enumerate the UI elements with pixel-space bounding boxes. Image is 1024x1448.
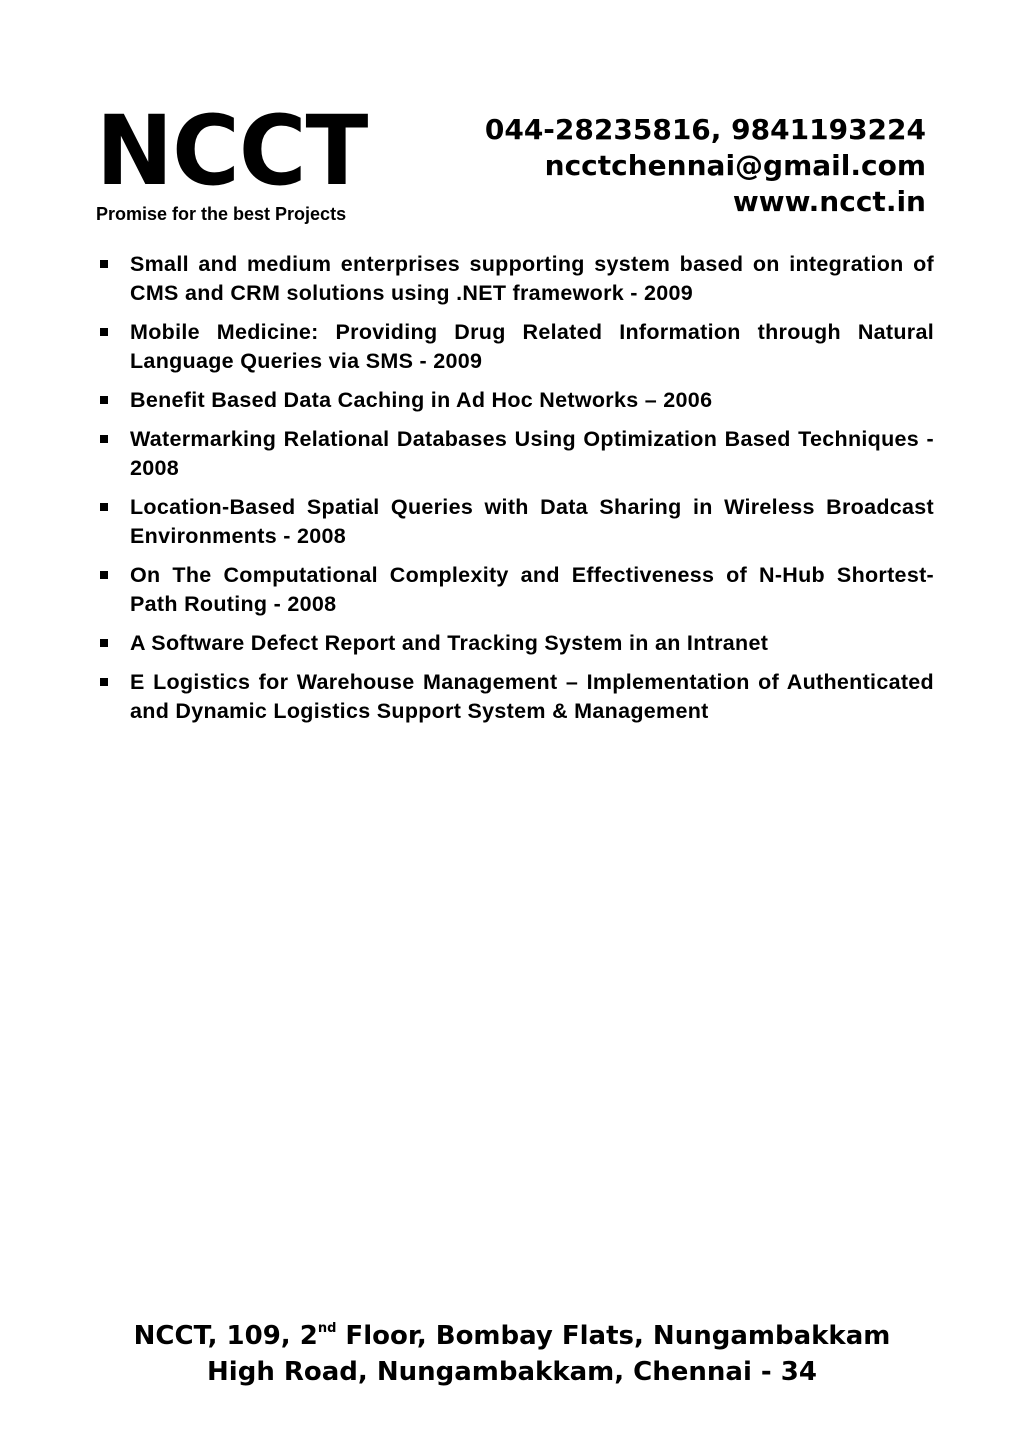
address-line-1-suffix: Floor, Bombay Flats, Nungambakkam xyxy=(336,1321,891,1351)
project-item xyxy=(96,629,934,658)
project-list xyxy=(96,250,934,736)
contact-block xyxy=(485,112,926,220)
address-line-1 xyxy=(0,1318,1024,1354)
project-item xyxy=(96,386,934,415)
ncct-logo: NCCT xyxy=(96,95,368,207)
square-bullet-icon xyxy=(100,571,108,579)
project-title: E Logistics for Warehouse Management – Implementation of Authenticated and Dynamic Logistics Support System & Management xyxy=(130,670,934,723)
phone-numbers: 044-28235816, 9841193224 xyxy=(484,113,926,146)
address-line-2: High Road, Nungambakkam, Chennai - 34 xyxy=(207,1357,817,1387)
project-title: Location-Based Spatial Queries with Data Sharing in Wireless Broadcast Environments - 2008 xyxy=(130,495,934,548)
project-item xyxy=(96,493,934,551)
project-title: On The Computational Complexity and Effectiveness of N-Hub Shortest-Path Routing - 2008 xyxy=(130,563,934,616)
website-url: www.ncct.in xyxy=(732,185,926,218)
ordinal-suffix: nd xyxy=(317,1321,337,1336)
address-footer xyxy=(0,1318,1024,1390)
square-bullet-icon xyxy=(100,396,108,404)
email-address: ncctchennai@gmail.com xyxy=(544,149,926,182)
address-line-1-prefix: NCCT, 109, 2 xyxy=(133,1321,318,1351)
project-title: Watermarking Relational Databases Using Optimization Based Techniques - 2008 xyxy=(130,427,934,480)
square-bullet-icon xyxy=(100,503,108,511)
project-title: A Software Defect Report and Tracking System in an Intranet xyxy=(130,631,769,655)
square-bullet-icon xyxy=(100,639,108,647)
square-bullet-icon xyxy=(100,435,108,443)
project-title: Mobile Medicine: Providing Drug Related Information through Natural Language Queries via SMS - 2009 xyxy=(130,320,934,373)
project-title: Small and medium enterprises supporting system based on integration of CMS and CRM solutions using .NET framework - 2009 xyxy=(130,252,934,305)
project-item xyxy=(96,425,934,483)
square-bullet-icon xyxy=(100,328,108,336)
project-item xyxy=(96,318,934,376)
project-item xyxy=(96,668,934,726)
tagline: Promise for the best Projects xyxy=(96,204,347,224)
square-bullet-icon xyxy=(100,678,108,686)
project-item xyxy=(96,250,934,308)
square-bullet-icon xyxy=(100,260,108,268)
project-title: Benefit Based Data Caching in Ad Hoc Networks – 2006 xyxy=(130,388,713,412)
project-item xyxy=(96,561,934,619)
